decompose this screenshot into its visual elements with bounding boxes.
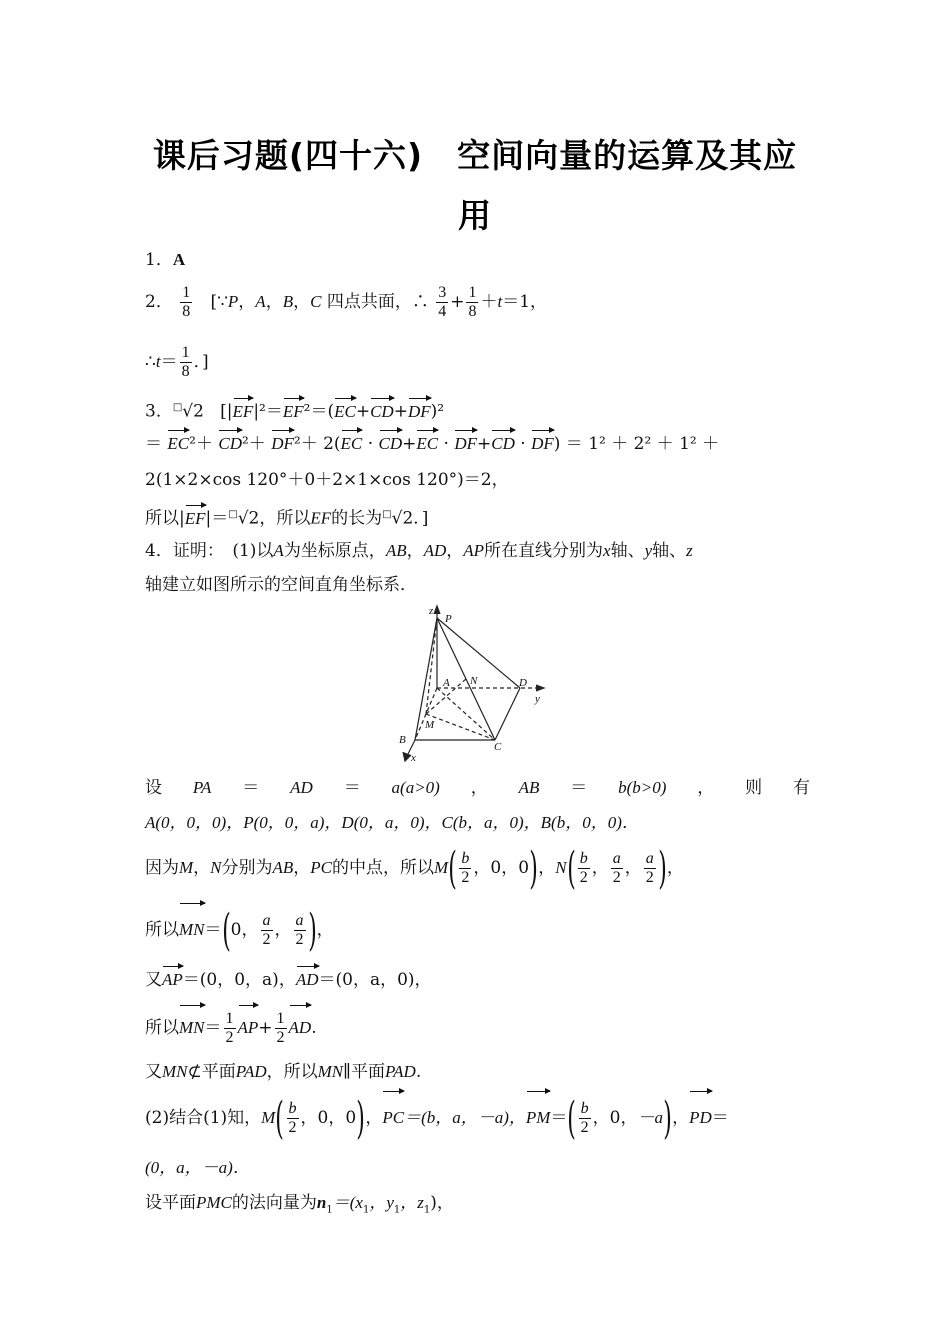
q3-text: ，所以: [259, 508, 311, 529]
q4-pd-value-line: (0，a，－a)．: [145, 1158, 250, 1177]
word: ＝: [242, 778, 260, 798]
subscript: 1: [326, 1204, 333, 1216]
var-p: P: [227, 292, 239, 311]
dot-operator: ·: [443, 434, 449, 454]
word: PA: [192, 778, 212, 797]
var-pad: PAD: [384, 1062, 416, 1081]
q4-set-line: [145, 777, 810, 799]
right-paren: ): [663, 1092, 672, 1144]
q4-text: ，所以: [266, 1062, 318, 1082]
subscript: 1: [393, 1204, 401, 1216]
fig-label-m: M: [425, 719, 435, 731]
var-n: N: [210, 858, 222, 877]
fraction-denominator: 2: [645, 869, 654, 886]
right-paren: ): [307, 904, 317, 956]
edge-ac: [437, 688, 495, 740]
fraction-denominator: 8: [182, 303, 191, 320]
right-paren: ): [529, 842, 538, 894]
period: .: [311, 1018, 317, 1038]
q3-text: ²＋: [241, 434, 272, 454]
sep: ，: [241, 920, 259, 940]
sep: ，: [274, 920, 292, 940]
pyramid-figure: [395, 600, 555, 765]
var-x: x: [603, 541, 611, 560]
q4-text: ⊄平面: [187, 1062, 236, 1082]
q3-text: [|: [220, 401, 233, 422]
var-mn: MN: [317, 1062, 344, 1081]
sep: ，: [300, 1108, 318, 1128]
q4-text: 设平面: [145, 1193, 196, 1213]
question-3-line3: 2(1×2×cos 120°＋0＋2×1×cos 120°)＝2，: [145, 470, 509, 490]
q2-answer-fraction: [180, 284, 192, 321]
q4-text: ∥平面: [343, 1062, 385, 1082]
q4-ap-ad-line: [145, 969, 810, 991]
vector-ec: EC: [167, 434, 190, 453]
vector-cd: CD: [378, 434, 403, 453]
zero: 0: [317, 1108, 329, 1128]
vector-ap: AP: [238, 1008, 259, 1048]
q4-text: 又: [145, 1062, 162, 1082]
equals: ＝: [711, 1108, 729, 1128]
q3-text: |²＝: [253, 401, 283, 422]
left-paren: (: [275, 1092, 285, 1144]
var-pc: PC: [310, 858, 333, 877]
vector-ec: EC: [416, 434, 439, 453]
zero: 0: [609, 1108, 621, 1128]
fraction-denominator: 2: [580, 1119, 589, 1136]
fraction-denominator: 2: [262, 931, 271, 948]
var-y: y: [644, 541, 653, 560]
vector-df: DF: [407, 401, 431, 421]
root-index-box: □: [382, 509, 392, 520]
fraction-denominator: 2: [288, 1119, 297, 1136]
fraction-numerator: a: [645, 850, 654, 867]
sep: ，: [624, 858, 642, 878]
vector-mn: MN: [179, 906, 205, 954]
zero: 0: [490, 858, 502, 878]
x-arrow-icon: [403, 752, 411, 761]
fraction-numerator: a: [612, 850, 621, 867]
q4-text: ＝(b，a，－a)，: [404, 1108, 526, 1127]
fig-label-d: D: [519, 677, 527, 689]
q4-text: ＝(x: [332, 1193, 363, 1212]
page-title-line2: 用: [458, 196, 492, 235]
vector-ad: AD: [295, 970, 319, 989]
question-4-line2: 轴建立如图所示的空间直角坐标系．: [145, 575, 417, 595]
fraction-1-8: [180, 344, 192, 381]
var-mn: MN: [162, 1062, 188, 1081]
fraction-numerator: 3: [438, 284, 447, 301]
question-3-line1: 3．□√2 [|EF|²＝EF²＝(EC+CD+DF)²: [145, 401, 445, 422]
q4-text: 轴、: [610, 541, 645, 561]
var-z: z: [686, 541, 693, 560]
fraction-numerator: b: [580, 1100, 589, 1117]
q2-number: 2．: [145, 292, 173, 312]
q4-mn-combination-line: 所以MN＝ $\frac{1}{2}$ AP+ $\frac{1}{2}$ AD.: [145, 1010, 317, 1046]
left-paren: (: [567, 1092, 577, 1144]
q4-proof-label: 证明：: [172, 541, 216, 561]
q3-text: ) ＝ 1² ＋ 2² ＋ 1² ＋: [553, 434, 720, 454]
var-n-bold: n: [316, 1193, 327, 1212]
segment-mp: [426, 618, 437, 714]
neg-a: －a: [637, 1108, 663, 1127]
sep: ，: [501, 858, 519, 878]
fraction-denominator: 2: [225, 1029, 234, 1046]
var-c: C: [310, 292, 322, 311]
fig-label-z: z: [429, 605, 434, 617]
q4-text: 所以: [145, 1018, 179, 1038]
q1-answer: A: [172, 250, 186, 269]
fraction-numerator: b: [579, 850, 588, 867]
fraction-a-2: [261, 912, 273, 949]
q4-text: 分别为: [221, 858, 273, 878]
fig-label-b: B: [399, 734, 406, 746]
vector-ap: AP: [162, 970, 183, 989]
vector-ef: EF: [232, 401, 254, 421]
q4-text: 又: [145, 970, 162, 990]
word: ＝: [343, 778, 361, 798]
q4-midpoint-line: 因为M，N分别为AB，PC的中点，所以M( $\frac{b}{2}$ ，0，0)，N( $\frac{b}{2}$ ， $\frac{a}{2}$ ， $\frac{a}{2}$ )，: [145, 842, 684, 894]
segment-ef: EF: [310, 508, 332, 528]
q4-text: ＝(0，0，a)，: [182, 970, 296, 990]
word: AD: [290, 778, 313, 797]
fraction-1-2: [275, 1010, 287, 1047]
word: 则: [745, 778, 763, 798]
fraction-numerator: 1: [182, 284, 191, 301]
q4-number: 4．: [145, 541, 173, 561]
equals: ＝: [550, 1108, 568, 1128]
sqrt-icon: √: [237, 508, 249, 529]
fraction-1-2: [224, 1010, 236, 1047]
q4-text: (1)以: [215, 541, 274, 561]
q4-text: 所在直线分别为: [484, 541, 604, 561]
word: 有: [792, 778, 810, 798]
fig-label-y: y: [535, 693, 540, 705]
vector-df: DF: [271, 434, 294, 453]
root-index-box: □: [172, 402, 183, 413]
fraction-b-2: [287, 1100, 299, 1137]
word: ，: [470, 778, 488, 798]
left-paren: (: [221, 904, 231, 956]
dot-operator: ·: [520, 434, 526, 454]
vector-pm: PM: [526, 1094, 551, 1142]
y-arrow-icon: [536, 685, 544, 691]
z-arrow-icon: [434, 606, 440, 614]
equals: ＝: [160, 352, 178, 372]
var-b: B: [282, 292, 294, 311]
var-n: N: [555, 858, 567, 877]
vector-pc: PC: [382, 1094, 404, 1142]
vector-mn: MN: [179, 1008, 205, 1048]
q3-answer: 2: [402, 508, 414, 529]
q2-text: [∵: [210, 292, 228, 312]
sep: ，: [238, 292, 256, 312]
fraction-b-2: [459, 850, 471, 887]
fraction-a-2: [611, 850, 623, 887]
q3-text: ²＋ 2(: [293, 434, 341, 454]
q4-mn-line: 所以MN＝(0， $\frac{a}{2}$ ， $\frac{a}{2}$ )，: [145, 904, 334, 956]
fraction-denominator: 2: [612, 869, 621, 886]
subscript: 1: [362, 1204, 370, 1216]
q2-text: 四点共面，∴: [326, 292, 429, 312]
fig-label-p: P: [445, 613, 452, 625]
subscript: 1: [423, 1204, 431, 1216]
sep: ，: [328, 1108, 346, 1128]
fig-label-n: N: [470, 675, 478, 687]
q3-answer: 2: [248, 508, 260, 529]
fig-label-c: C: [494, 741, 502, 753]
plus-sign: +: [450, 292, 465, 312]
vector-ad: AD: [289, 1008, 312, 1048]
question-2-line2: [145, 344, 810, 381]
sep: ，: [592, 1108, 610, 1128]
question-4-line1: 4．证明： (1)以A为坐标原点，AB，AD，AP所在直线分别为x轴、y轴、z: [145, 541, 693, 561]
fraction-numerator: b: [288, 1100, 297, 1117]
fraction-numerator: 1: [181, 344, 190, 361]
vector-cd: CD: [370, 401, 394, 421]
q3-text: )²: [430, 401, 445, 422]
q3-number: 3．: [145, 401, 173, 422]
equals: ＝: [204, 1018, 222, 1038]
fraction-denominator: 2: [295, 931, 304, 948]
fraction-b-2: [578, 850, 590, 887]
sep: ，: [620, 1108, 638, 1128]
zero: 0: [230, 920, 242, 940]
sep: ，: [265, 292, 283, 312]
q3-text: ＝: [145, 434, 168, 454]
right-paren: ): [658, 842, 667, 894]
period: .: [415, 1062, 422, 1082]
page-title-line1: 课后习题(四十六) 空间向量的运算及其应: [152, 136, 798, 175]
q4-part2-line: (2)结合(1)知，M( $\frac{b}{2}$ ，0，0)，PC＝(b，a，－a)，PM＝( $\frac{b}{2}$ ，0，－a)，PD＝: [145, 1092, 729, 1144]
question-3-line4: [145, 504, 810, 530]
q3-answer: 2: [193, 401, 204, 422]
q3-text: ²＋: [189, 434, 219, 454]
q3-text: |＝: [205, 508, 229, 529]
fraction-a-2: [644, 850, 656, 887]
var-ab: AB: [385, 541, 407, 560]
q4-text: 因为: [145, 858, 179, 878]
var-pad: PAD: [235, 1062, 267, 1081]
fraction-numerator: 1: [225, 1010, 234, 1027]
var-ap: AP: [463, 541, 485, 560]
fraction-b-2: [579, 1100, 591, 1137]
zero: 0: [345, 1108, 357, 1128]
sqrt-icon: √: [182, 401, 194, 422]
sep: ，: [473, 858, 491, 878]
fraction-denominator: 8: [468, 303, 477, 320]
left-paren: (: [448, 842, 458, 894]
fig-label-a: A: [443, 677, 450, 689]
q3-text: ²＝(: [303, 401, 335, 422]
fraction-numerator: a: [262, 912, 271, 929]
fraction-numerator: a: [295, 912, 304, 929]
q4-text: 轴、: [652, 541, 687, 561]
fraction-denominator: 2: [579, 869, 588, 886]
zero: 0: [518, 858, 530, 878]
question-1: [145, 249, 810, 271]
q2-text: ．]: [193, 352, 209, 372]
vector-cd: CD: [491, 434, 515, 453]
sep: ，: [591, 858, 609, 878]
word: 设: [145, 778, 162, 798]
equals: ＝: [204, 920, 222, 940]
q4-coords-line: A(0，0，0)，P(0，0，a)，D(0，a，0)，C(b，a，0)，B(b，0，0)．: [145, 813, 639, 832]
fraction-3-4: [436, 284, 448, 321]
q4-normal-vector-line: [145, 1192, 810, 1221]
fraction-denominator: 4: [438, 303, 447, 320]
word: AB: [518, 778, 540, 797]
vector-pd: PD: [689, 1094, 712, 1142]
vector-ec: EC: [334, 401, 356, 421]
var-t: t: [155, 352, 161, 371]
var-ad: AD: [423, 541, 447, 560]
edge-cd: [495, 688, 520, 740]
q4-text: 所以: [145, 920, 179, 940]
word: ＝: [570, 778, 588, 798]
q4-text: 的法向量为: [231, 1193, 317, 1213]
fraction-denominator: 8: [181, 363, 190, 380]
fig-label-x: x: [411, 752, 416, 764]
plus-sign: ＋: [480, 292, 498, 312]
dot-operator: ·: [367, 434, 374, 454]
var-ab: AB: [272, 858, 294, 877]
fraction-numerator: b: [461, 850, 470, 867]
fraction-numerator: 1: [468, 284, 477, 301]
fraction-a-2: [294, 912, 306, 949]
var-t: t: [497, 292, 503, 311]
var-pmc: PMC: [196, 1193, 232, 1212]
fraction-denominator: 2: [276, 1029, 285, 1046]
fraction-numerator: 1: [276, 1010, 285, 1027]
word: ，: [697, 778, 715, 798]
vector-df: DF: [454, 434, 477, 453]
q4-parallel-line: [145, 1061, 810, 1083]
q3-text: ．]: [413, 508, 429, 529]
left-paren: (: [566, 842, 576, 894]
fraction-1-8: [466, 284, 478, 321]
fraction-denominator: 2: [461, 869, 470, 886]
vector-ef: EF: [282, 401, 304, 421]
q4-text: )，: [430, 1193, 454, 1213]
var-a: A: [255, 292, 266, 311]
q4-text: ，y: [369, 1193, 394, 1212]
root-index-box: □: [228, 509, 238, 520]
var-m: M: [261, 1108, 276, 1127]
q3-text: 所以|: [145, 508, 185, 529]
q4-text: ＝(0，a，0)，: [318, 970, 432, 990]
therefore: ∴: [145, 352, 156, 372]
word: b(b>0): [618, 778, 667, 797]
var-a: A: [273, 541, 284, 560]
word: a(a>0): [391, 778, 440, 797]
vector-ef: EF: [184, 508, 206, 528]
q4-text: 的中点，所以: [332, 858, 435, 878]
question-2-line1: [145, 284, 810, 321]
q4-text: (2)结合(1)知，: [145, 1108, 262, 1128]
q4-text: 为坐标原点，: [283, 541, 386, 561]
var-m: M: [179, 858, 194, 877]
vector-df: DF: [531, 434, 554, 453]
right-paren: ): [356, 1092, 366, 1144]
q1-number: 1．: [145, 250, 173, 270]
vector-cd: CD: [218, 434, 242, 453]
question-3-line2: ＝ EC²＋ CD²＋ DF²＋ 2(EC · CD+EC · DF+CD · DF) ＝ 1² ＋ 2² ＋ 1² ＋: [145, 434, 720, 454]
vector-ec: EC: [340, 434, 363, 453]
q4-text: ，z: [400, 1193, 424, 1212]
q2-text: ＝1，: [502, 292, 548, 312]
q3-text: 的长为: [331, 508, 383, 529]
sqrt-icon: √: [391, 508, 403, 529]
var-m: M: [434, 858, 449, 877]
sep: ，: [293, 292, 311, 312]
